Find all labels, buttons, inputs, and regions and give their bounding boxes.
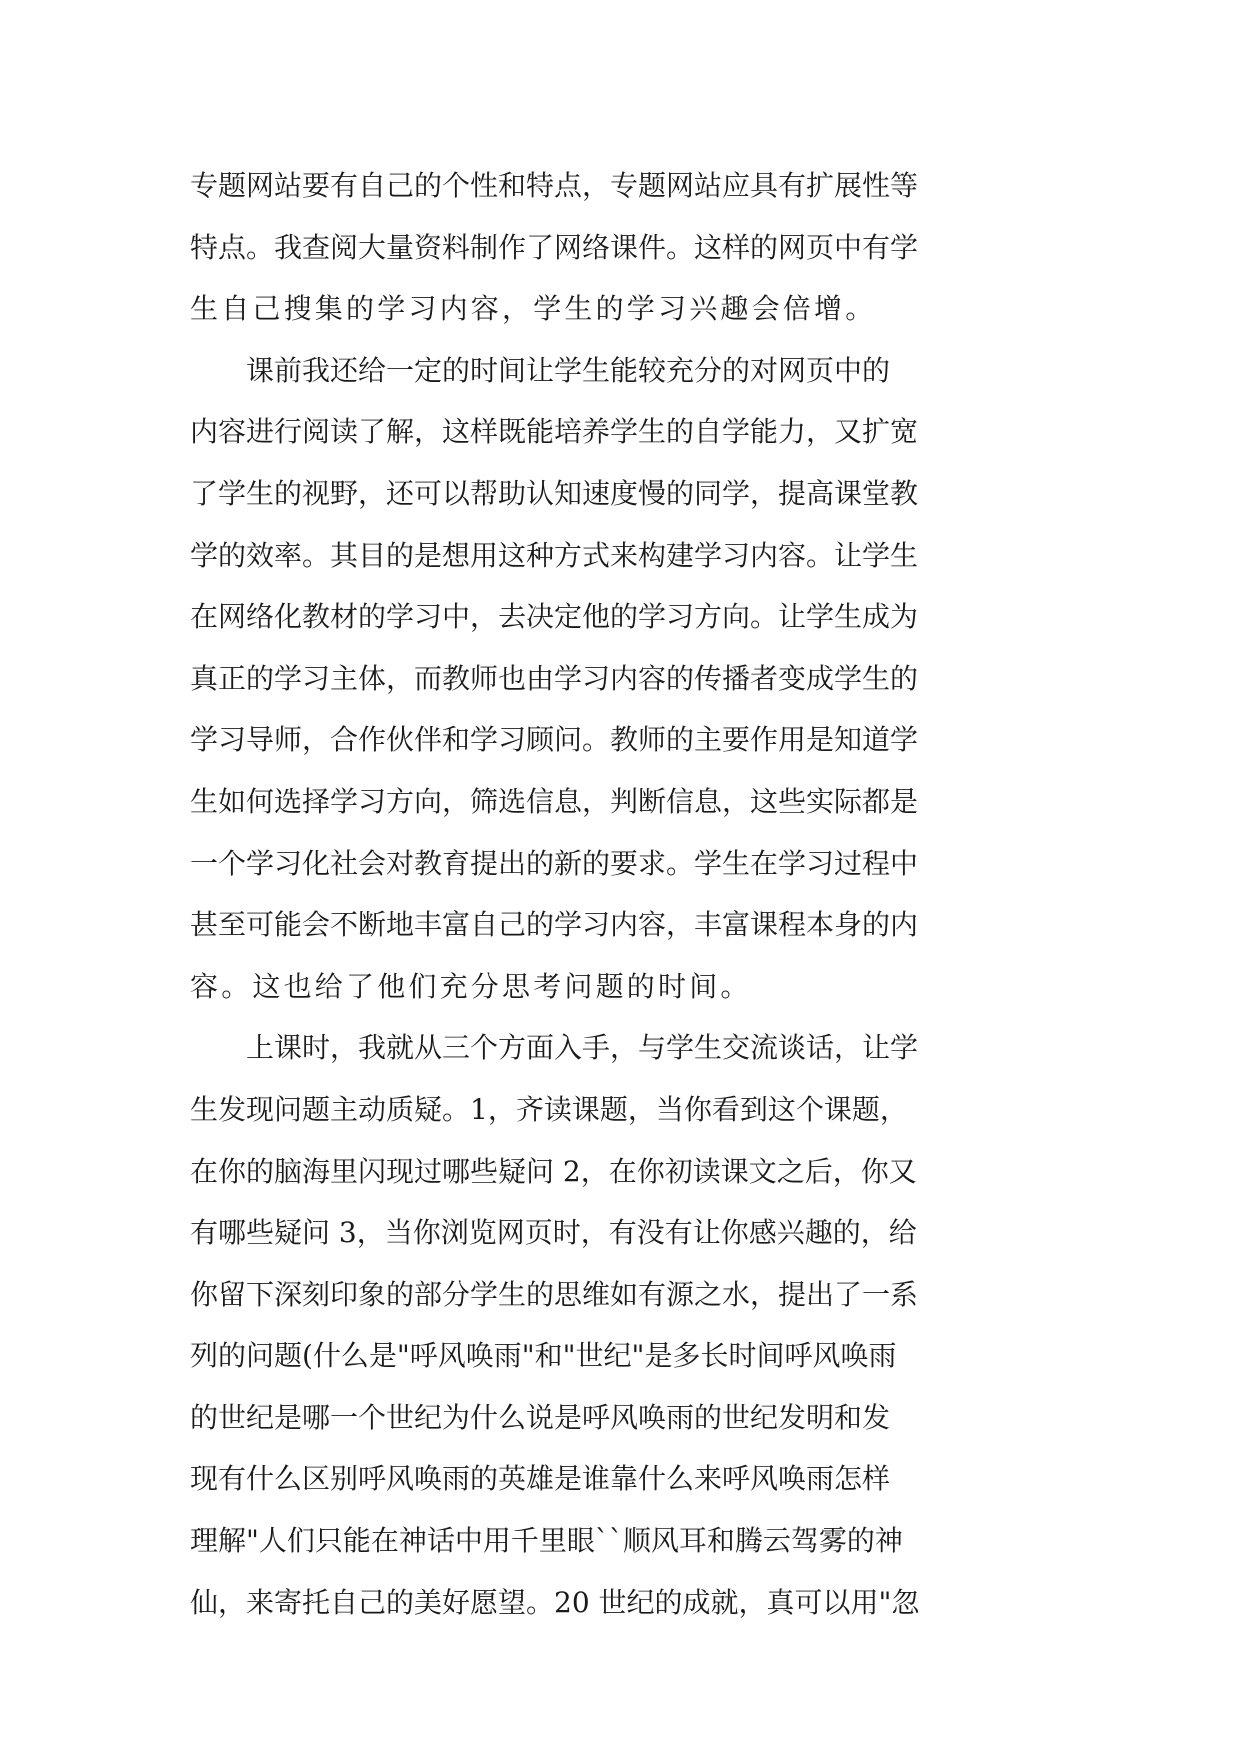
text-line: 内容进行阅读了解，这样既能培养学生的自学能力，又扩宽: [190, 415, 919, 449]
text-line: 你留下深刻印象的部分学生的思维如有源之水，提出了一系: [190, 1277, 919, 1311]
text-line: 学的效率。其目的是想用这种方式来构建学习内容。让学生: [190, 538, 919, 572]
text-line: 真正的学习主体，而教师也由学习内容的传播者变成学生的: [190, 661, 919, 695]
text-line: 学习导师，合作伙伴和学习顾问。教师的主要作用是知道学: [190, 723, 919, 757]
text-line: 特点。我查阅大量资料制作了网络课件。这样的网页中有学: [190, 230, 919, 264]
text-line: 在你的脑海里闪现过哪些疑问 2，在你初读课文之后，你又: [190, 1154, 917, 1188]
text-line: 现有什么区别呼风唤雨的英雄是谁靠什么来呼风唤雨怎样: [190, 1462, 891, 1496]
text-line: 生自己搜集的学习内容，学生的学习兴趣会倍增。: [190, 292, 877, 326]
text-line: 上课时，我就从三个方面入手，与学生交流谈话，让学: [190, 1031, 919, 1065]
text-line: 的世纪是哪一个世纪为什么说是呼风唤雨的世纪发明和发: [190, 1400, 891, 1434]
text-line: 列的问题(什么是"呼风唤雨"和"世纪"是多长时间呼风唤雨: [190, 1339, 897, 1373]
text-line: 仙，来寄托自己的美好愿望。20 世纪的成就，真可以用"忽: [190, 1585, 920, 1619]
text-line: 生发现问题主动质疑。1，齐读课题，当你看到这个课题，: [190, 1092, 908, 1126]
body-text: [190, 155, 1052, 1633]
text-line: 有哪些疑问 3，当你浏览网页时，有没有让你感兴趣的，给: [190, 1216, 917, 1250]
text-line: 在网络化教材的学习中，去决定他的学习方向。让学生成为: [190, 600, 919, 634]
text-line: 甚至可能会不断地丰富自己的学习内容，丰富课程本身的内: [190, 908, 919, 942]
text-line: 课前我还给一定的时间让学生能较充分的对网页中的: [190, 353, 891, 387]
text-line: 专题网站要有自己的个性和特点，专题网站应具有扩展性等: [190, 169, 919, 202]
text-line: 容。这也给了他们充分思考问题的时间。: [190, 969, 752, 1003]
text-line: 了学生的视野，还可以帮助认知速度慢的同学，提高课堂教: [190, 476, 919, 510]
text-line: 理解"人们只能在神话中用千里眼``顺风耳和腾云驾雾的神: [190, 1524, 903, 1558]
text-line: 生如何选择学习方向，筛选信息，判断信息，这些实际都是: [190, 784, 919, 818]
text-line: 一个学习化社会对教育提出的新的要求。学生在学习过程中: [190, 846, 919, 880]
